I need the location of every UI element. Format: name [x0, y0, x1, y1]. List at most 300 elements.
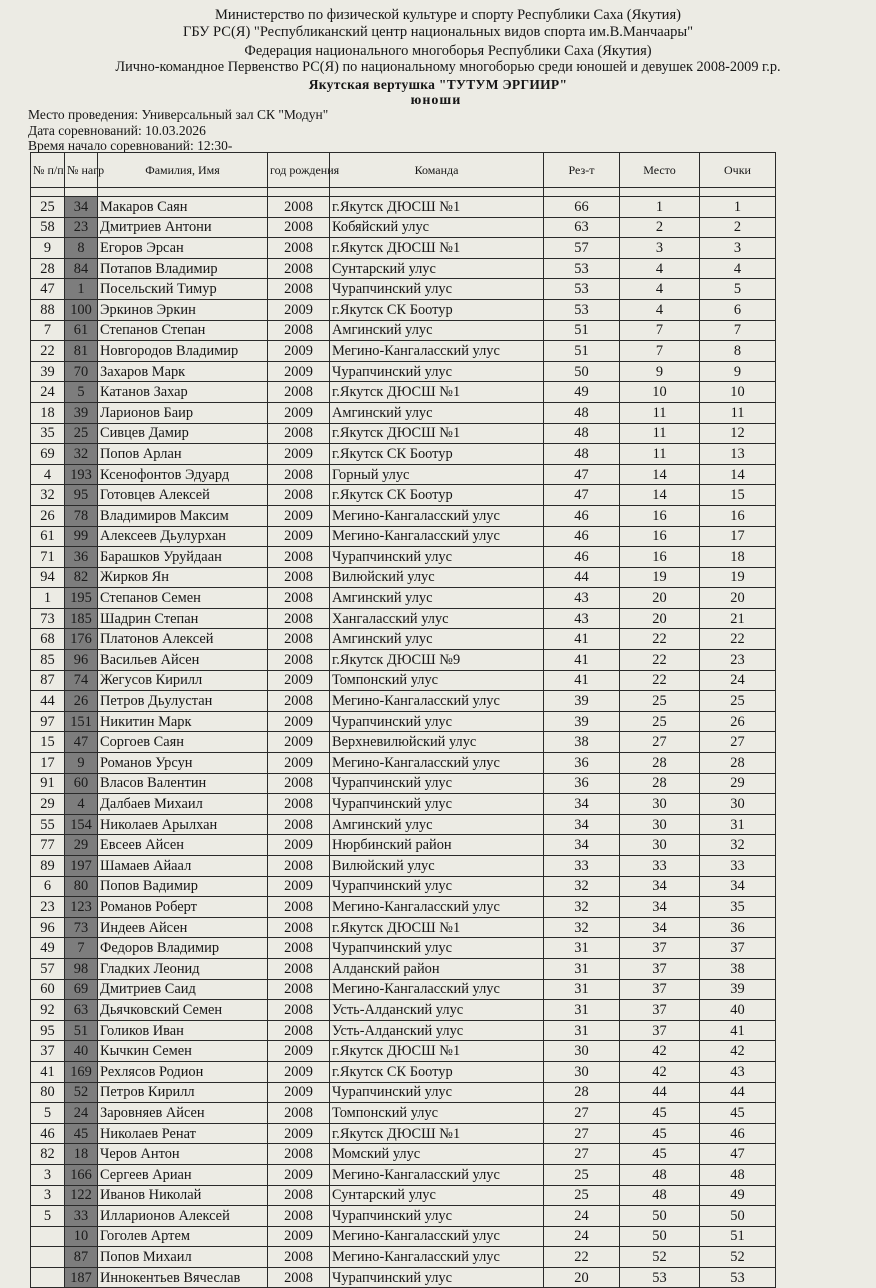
points: 50: [700, 1206, 776, 1227]
result: 31: [544, 958, 620, 979]
birth-year: 2009: [268, 1123, 330, 1144]
birth-year: 2008: [268, 794, 330, 815]
athlete-name: Степанов Семен: [98, 588, 268, 609]
table-row: [31, 1082, 776, 1103]
athlete-name: Гоголев Артем: [98, 1226, 268, 1247]
athlete-name: Жирков Ян: [98, 567, 268, 588]
athlete-name: Владимиров Максим: [98, 505, 268, 526]
points: 45: [700, 1103, 776, 1124]
bib-number: 185: [65, 608, 98, 629]
team: Нюрбинский район: [330, 835, 544, 856]
place: 48: [620, 1164, 700, 1185]
birth-year: 2008: [268, 258, 330, 279]
points: 16: [700, 505, 776, 526]
venue-text: Место проведения: Универсальный зал СК "Модун": [28, 107, 329, 122]
birth-year: 2008: [268, 1103, 330, 1124]
row-number: 35: [31, 423, 65, 444]
col-header-place: Место: [620, 153, 700, 188]
table-row: [31, 238, 776, 259]
result: 27: [544, 1103, 620, 1124]
bib-number: 45: [65, 1123, 98, 1144]
birth-year: 2008: [268, 938, 330, 959]
bib-number: 63: [65, 1000, 98, 1021]
birth-year: 2008: [268, 382, 330, 403]
team: г.Якутск ДЮСШ №1: [330, 238, 544, 259]
row-number: 82: [31, 1144, 65, 1165]
team: г.Якутск ДЮСШ №9: [330, 650, 544, 671]
result: 27: [544, 1123, 620, 1144]
birth-year: 2008: [268, 897, 330, 918]
bib-number: 9: [65, 753, 98, 774]
table-row: [31, 753, 776, 774]
team: г.Якутск ДЮСШ №1: [330, 917, 544, 938]
row-number: 6: [31, 876, 65, 897]
team: г.Якутск СК Боотур: [330, 1061, 544, 1082]
table-row: [31, 547, 776, 568]
result: 46: [544, 505, 620, 526]
bib-number: 154: [65, 814, 98, 835]
row-number: 46: [31, 1123, 65, 1144]
athlete-name: Гладких Леонид: [98, 958, 268, 979]
row-number: 22: [31, 341, 65, 362]
row-number: 71: [31, 547, 65, 568]
bib-number: 78: [65, 505, 98, 526]
row-number: 97: [31, 711, 65, 732]
row-number: 58: [31, 217, 65, 238]
birth-year: 2009: [268, 505, 330, 526]
points: 20: [700, 588, 776, 609]
team: Мегино-Кангаласский улус: [330, 341, 544, 362]
table-row: [31, 588, 776, 609]
bib-number: 32: [65, 444, 98, 465]
athlete-name: Дмитриев Антони: [98, 217, 268, 238]
athlete-name: Дьячковский Семен: [98, 1000, 268, 1021]
table-row: [31, 464, 776, 485]
result: 32: [544, 876, 620, 897]
team: г.Якутск ДЮСШ №1: [330, 1123, 544, 1144]
row-number: 18: [31, 402, 65, 423]
place: 2: [620, 217, 700, 238]
event-title: Лично-командное Первенство РС(Я) по национальному многоборью среди юношей и девушек 2008-2009 г.р.: [115, 59, 781, 75]
birth-year: 2008: [268, 238, 330, 259]
team: Усть-Алданский улус: [330, 1000, 544, 1021]
birth-year: 2009: [268, 1082, 330, 1103]
points: 38: [700, 958, 776, 979]
result: 47: [544, 464, 620, 485]
team: Горный улус: [330, 464, 544, 485]
birth-year: 2008: [268, 1206, 330, 1227]
table-row: [31, 299, 776, 320]
table-row: [31, 341, 776, 362]
row-number: 69: [31, 444, 65, 465]
table-row: [31, 958, 776, 979]
place: 37: [620, 938, 700, 959]
result: 46: [544, 547, 620, 568]
points: 35: [700, 897, 776, 918]
result: 44: [544, 567, 620, 588]
bib-number: 98: [65, 958, 98, 979]
bib-number: 10: [65, 1226, 98, 1247]
points: 22: [700, 629, 776, 650]
birth-year: 2009: [268, 444, 330, 465]
result: 51: [544, 320, 620, 341]
place: 16: [620, 547, 700, 568]
table-row: [31, 691, 776, 712]
points: 43: [700, 1061, 776, 1082]
table-row: [31, 423, 776, 444]
place: 11: [620, 402, 700, 423]
result: 31: [544, 1000, 620, 1021]
table-row: [31, 505, 776, 526]
table-row: [31, 1061, 776, 1082]
athlete-name: Заровняев Айсен: [98, 1103, 268, 1124]
athlete-name: Иванов Николай: [98, 1185, 268, 1206]
table-row: [31, 1206, 776, 1227]
place: 33: [620, 856, 700, 877]
athlete-name: Катанов Захар: [98, 382, 268, 403]
table-row: [31, 320, 776, 341]
col-header-name: Фамилия, Имя: [98, 153, 268, 188]
bib-number: 197: [65, 856, 98, 877]
birth-year: 2009: [268, 1226, 330, 1247]
discipline-title: Якутская вертушка "ТУТУМ ЭРГИИР": [308, 77, 568, 92]
athlete-name: Егоров Эрсан: [98, 238, 268, 259]
points: 4: [700, 258, 776, 279]
athlete-name: Евсеев Айсен: [98, 835, 268, 856]
athlete-name: Петров Кирилл: [98, 1082, 268, 1103]
athlete-name: Жегусов Кирилл: [98, 670, 268, 691]
table-row: [31, 567, 776, 588]
team: г.Якутск ДЮСШ №1: [330, 1041, 544, 1062]
table-row: [31, 1267, 776, 1288]
points: 19: [700, 567, 776, 588]
row-number: 17: [31, 753, 65, 774]
table-row: [31, 794, 776, 815]
place: 52: [620, 1247, 700, 1268]
team: Мегино-Кангаласский улус: [330, 505, 544, 526]
athlete-name: Посельский Тимур: [98, 279, 268, 300]
result: 24: [544, 1226, 620, 1247]
place: 10: [620, 382, 700, 403]
row-number: 92: [31, 1000, 65, 1021]
birth-year: 2008: [268, 979, 330, 1000]
points: 14: [700, 464, 776, 485]
bib-number: 95: [65, 485, 98, 506]
place: 48: [620, 1185, 700, 1206]
bib-number: 5: [65, 382, 98, 403]
athlete-name: Николаев Ренат: [98, 1123, 268, 1144]
birth-year: 2009: [268, 835, 330, 856]
col-header-team: Команда: [330, 153, 544, 188]
place: 34: [620, 917, 700, 938]
birth-year: 2008: [268, 1247, 330, 1268]
birth-year: 2009: [268, 1061, 330, 1082]
result: 66: [544, 197, 620, 218]
row-number: 44: [31, 691, 65, 712]
place: 30: [620, 814, 700, 835]
bib-number: 24: [65, 1103, 98, 1124]
points: 3: [700, 238, 776, 259]
bib-number: 74: [65, 670, 98, 691]
result: 46: [544, 526, 620, 547]
points: 36: [700, 917, 776, 938]
row-number: 3: [31, 1164, 65, 1185]
bib-number: 193: [65, 464, 98, 485]
birth-year: 2009: [268, 876, 330, 897]
points: 29: [700, 773, 776, 794]
points: 9: [700, 361, 776, 382]
place: 37: [620, 1000, 700, 1021]
points: 48: [700, 1164, 776, 1185]
points: 17: [700, 526, 776, 547]
result: 34: [544, 794, 620, 815]
row-number: [31, 1247, 65, 1268]
result: 30: [544, 1041, 620, 1062]
table-row: [31, 732, 776, 753]
result: 48: [544, 402, 620, 423]
result: 41: [544, 629, 620, 650]
athlete-name: Макаров Саян: [98, 197, 268, 218]
team: Томпонский улус: [330, 1103, 544, 1124]
table-row: [31, 856, 776, 877]
birth-year: 2008: [268, 279, 330, 300]
athlete-name: Захаров Марк: [98, 361, 268, 382]
bib-number: 29: [65, 835, 98, 856]
athlete-name: Рехлясов Родион: [98, 1061, 268, 1082]
team: Чурапчинский улус: [330, 876, 544, 897]
athlete-name: Иннокентьев Вячеслав: [98, 1267, 268, 1288]
athlete-name: Васильев Айсен: [98, 650, 268, 671]
result: 43: [544, 608, 620, 629]
athlete-name: Платонов Алексей: [98, 629, 268, 650]
row-number: 24: [31, 382, 65, 403]
result: 36: [544, 753, 620, 774]
points: 53: [700, 1267, 776, 1288]
athlete-name: Новгородов Владимир: [98, 341, 268, 362]
table-row: [31, 485, 776, 506]
team: г.Якутск СК Боотур: [330, 299, 544, 320]
result: 27: [544, 1144, 620, 1165]
place: 14: [620, 464, 700, 485]
table-row: [31, 1226, 776, 1247]
athlete-name: Готовцев Алексей: [98, 485, 268, 506]
team: Мегино-Кангаласский улус: [330, 897, 544, 918]
place: 34: [620, 897, 700, 918]
row-number: 57: [31, 958, 65, 979]
row-number: 5: [31, 1103, 65, 1124]
team: Амгинский улус: [330, 814, 544, 835]
points: 12: [700, 423, 776, 444]
team: Момский улус: [330, 1144, 544, 1165]
table-row: [31, 650, 776, 671]
place: 45: [620, 1123, 700, 1144]
birth-year: 2009: [268, 753, 330, 774]
bib-number: 81: [65, 341, 98, 362]
bib-number: 51: [65, 1020, 98, 1041]
athlete-name: Кычкин Семен: [98, 1041, 268, 1062]
points: 6: [700, 299, 776, 320]
place: 30: [620, 835, 700, 856]
team: Мегино-Кангаласский улус: [330, 526, 544, 547]
place: 7: [620, 320, 700, 341]
row-number: 41: [31, 1061, 65, 1082]
team: Амгинский улус: [330, 629, 544, 650]
row-number: 95: [31, 1020, 65, 1041]
place: 37: [620, 958, 700, 979]
points: 47: [700, 1144, 776, 1165]
team: Вилюйский улус: [330, 567, 544, 588]
athlete-name: Голиков Иван: [98, 1020, 268, 1041]
team: Мегино-Кангаласский улус: [330, 691, 544, 712]
result: 20: [544, 1267, 620, 1288]
team: Чурапчинский улус: [330, 794, 544, 815]
table-row: [31, 197, 776, 218]
result: 22: [544, 1247, 620, 1268]
points: 26: [700, 711, 776, 732]
bib-number: 123: [65, 897, 98, 918]
team: Амгинский улус: [330, 588, 544, 609]
result: 36: [544, 773, 620, 794]
athlete-name: Индеев Айсен: [98, 917, 268, 938]
team: Мегино-Кангаласский улус: [330, 1247, 544, 1268]
athlete-name: Эркинов Эркин: [98, 299, 268, 320]
place: 19: [620, 567, 700, 588]
table-row: [31, 444, 776, 465]
table-row: [31, 876, 776, 897]
birth-year: 2008: [268, 1000, 330, 1021]
table-row: [31, 279, 776, 300]
bib-number: 52: [65, 1082, 98, 1103]
bib-number: 47: [65, 732, 98, 753]
bib-number: 60: [65, 773, 98, 794]
row-number: 47: [31, 279, 65, 300]
place: 44: [620, 1082, 700, 1103]
birth-year: 2008: [268, 567, 330, 588]
place: 3: [620, 238, 700, 259]
result: 48: [544, 444, 620, 465]
points: 10: [700, 382, 776, 403]
birth-year: 2008: [268, 485, 330, 506]
birth-year: 2008: [268, 464, 330, 485]
bib-number: 8: [65, 238, 98, 259]
row-number: 91: [31, 773, 65, 794]
place: 7: [620, 341, 700, 362]
result: 48: [544, 423, 620, 444]
result: 34: [544, 835, 620, 856]
team: Чурапчинский улус: [330, 361, 544, 382]
athlete-name: Федоров Владимир: [98, 938, 268, 959]
birth-year: 2008: [268, 423, 330, 444]
team: Томпонский улус: [330, 670, 544, 691]
bib-number: 176: [65, 629, 98, 650]
bib-number: 70: [65, 361, 98, 382]
team: г.Якутск СК Боотур: [330, 485, 544, 506]
birth-year: 2009: [268, 1164, 330, 1185]
athlete-name: Потапов Владимир: [98, 258, 268, 279]
points: 34: [700, 876, 776, 897]
row-number: 87: [31, 670, 65, 691]
bib-number: 33: [65, 1206, 98, 1227]
team: Мегино-Кангаласский улус: [330, 979, 544, 1000]
athlete-name: Власов Валентин: [98, 773, 268, 794]
place: 37: [620, 1020, 700, 1041]
col-header-bib: № нагр: [65, 153, 98, 188]
row-number: [31, 1226, 65, 1247]
row-number: 26: [31, 505, 65, 526]
place: 42: [620, 1041, 700, 1062]
points: 28: [700, 753, 776, 774]
row-number: 7: [31, 320, 65, 341]
bib-number: 122: [65, 1185, 98, 1206]
team: Амгинский улус: [330, 320, 544, 341]
place: 20: [620, 588, 700, 609]
col-header-birth-year: год рождения: [268, 153, 330, 188]
result: 53: [544, 258, 620, 279]
row-number: 3: [31, 1185, 65, 1206]
place: 30: [620, 794, 700, 815]
birth-year: 2008: [268, 650, 330, 671]
start-time-text: Время начало соревнований: 12:30-: [28, 138, 233, 153]
points: 41: [700, 1020, 776, 1041]
bib-number: 40: [65, 1041, 98, 1062]
team: Амгинский улус: [330, 402, 544, 423]
points: 44: [700, 1082, 776, 1103]
row-number: 39: [31, 361, 65, 382]
row-number: 61: [31, 526, 65, 547]
result: 53: [544, 279, 620, 300]
team: Мегино-Кангаласский улус: [330, 753, 544, 774]
table-header-row: [31, 153, 776, 188]
athlete-name: Далбаев Михаил: [98, 794, 268, 815]
birth-year: 2008: [268, 547, 330, 568]
row-number: 25: [31, 197, 65, 218]
col-header-result: Рез-т: [544, 153, 620, 188]
athlete-name: Барашков Уруйдаан: [98, 547, 268, 568]
birth-year: 2008: [268, 773, 330, 794]
table-row: [31, 897, 776, 918]
result: 24: [544, 1206, 620, 1227]
result: 53: [544, 299, 620, 320]
bib-number: 84: [65, 258, 98, 279]
birth-year: 2008: [268, 917, 330, 938]
birth-year: 2009: [268, 299, 330, 320]
birth-year: 2008: [268, 1020, 330, 1041]
birth-year: 2008: [268, 691, 330, 712]
place: 1: [620, 197, 700, 218]
team: Чурапчинский улус: [330, 773, 544, 794]
bib-number: 69: [65, 979, 98, 1000]
team: г.Якутск ДЮСШ №1: [330, 197, 544, 218]
birth-year: 2009: [268, 361, 330, 382]
row-number: 94: [31, 567, 65, 588]
bib-number: 4: [65, 794, 98, 815]
team: Хангаласский улус: [330, 608, 544, 629]
place: 37: [620, 979, 700, 1000]
team: Мегино-Кангаласский улус: [330, 1164, 544, 1185]
result: 50: [544, 361, 620, 382]
team: Чурапчинский улус: [330, 547, 544, 568]
row-number: 73: [31, 608, 65, 629]
table-row: [31, 670, 776, 691]
birth-year: 2008: [268, 814, 330, 835]
result: 57: [544, 238, 620, 259]
points: 8: [700, 341, 776, 362]
result: 30: [544, 1061, 620, 1082]
row-number: 23: [31, 897, 65, 918]
team: Чурапчинский улус: [330, 1206, 544, 1227]
row-number: 96: [31, 917, 65, 938]
table-row: [31, 1123, 776, 1144]
